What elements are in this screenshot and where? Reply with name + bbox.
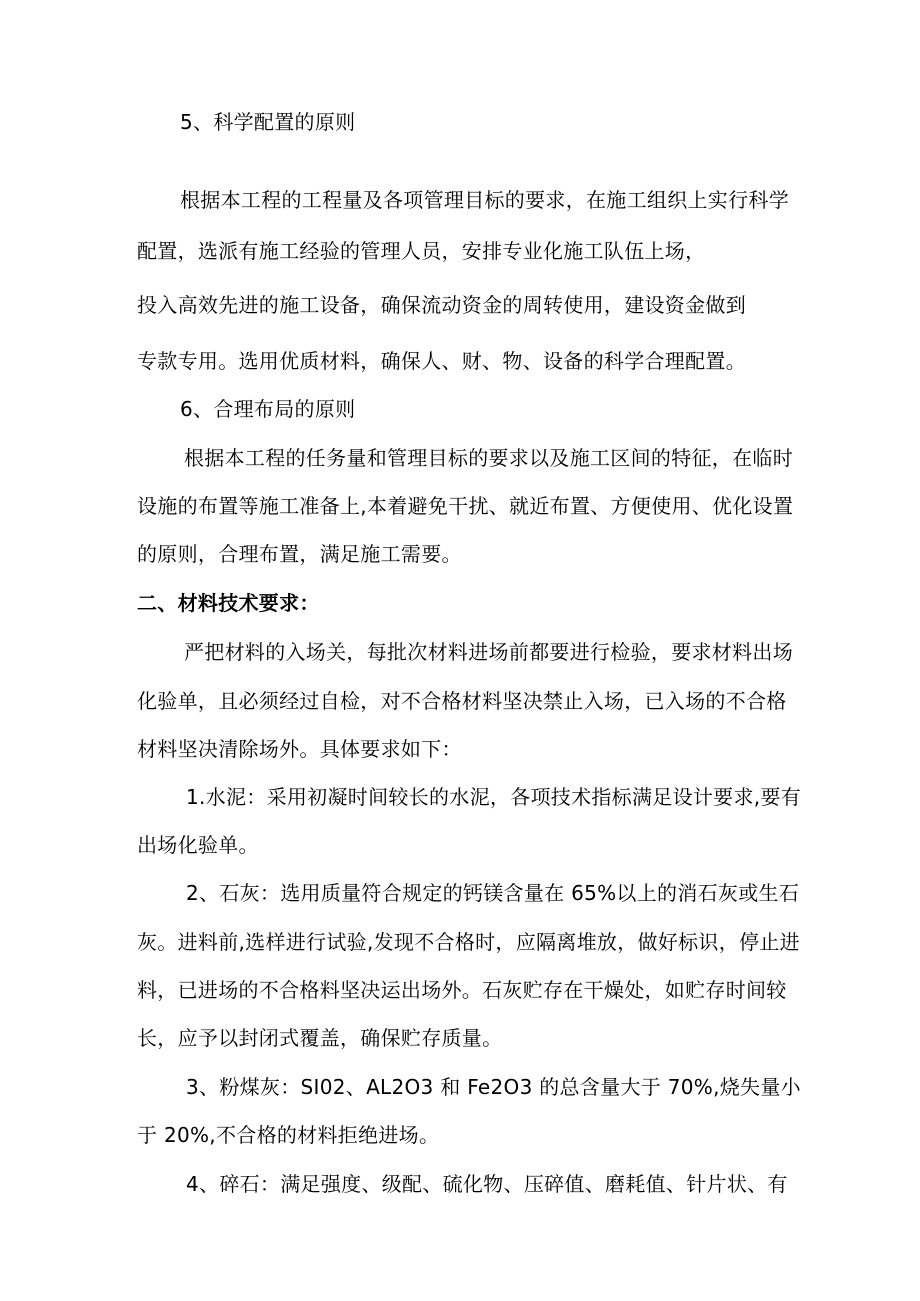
heading-5: 5、科学配置的原则: [180, 110, 356, 134]
paragraph-line: 投入高效先进的施工设备，确保流动资金的周转使用，建设资金做到: [137, 293, 746, 317]
paragraph-line: 灰。进料前,选样进行试验,发现不合格时，应隔离堆放，做好标识，停止进: [137, 930, 800, 954]
paragraph-line: 出场化验单。: [137, 833, 259, 857]
section-heading: 二、材料技术要求：: [137, 591, 320, 615]
paragraph-line: 根据本工程的任务量和管理目标的要求以及施工区间的特征，在临时: [184, 446, 793, 470]
list-item-lime: 2、石灰：选用质量符合规定的钙镁含量在 65%以上的消石灰或生石: [186, 881, 800, 905]
paragraph-line: 的原则，合理布置，满足施工需要。: [137, 542, 462, 566]
paragraph-line: 设施的布置等施工准备上,本着避免干扰、就近布置、方便使用、优化设置: [137, 494, 794, 518]
paragraph-line: 于 20%,不合格的材料拒绝进场。: [137, 1123, 440, 1147]
paragraph-line: 严把材料的入场关，每批次材料进场前都要进行检验，要求材料出场: [184, 640, 793, 664]
paragraph-line: 配置，选派有施工经验的管理人员，安排专业化施工队伍上场，: [137, 239, 706, 263]
paragraph-line: 料，已进场的不合格料坚决运出场外。石灰贮存在干燥处，如贮存时间较: [137, 978, 787, 1002]
paragraph-line: 长，应予以封闭式覆盖，确保贮存质量。: [137, 1026, 503, 1050]
paragraph-line: 根据本工程的工程量及各项管理目标的要求，在施工组织上实行科学: [180, 188, 789, 212]
paragraph-line: 专款专用。选用优质材料，确保人、财、物、设备的科学合理配置。: [137, 349, 746, 373]
list-item-cement: 1.水泥：采用初凝时间较长的水泥，各项技术指标满足设计要求,要有: [186, 785, 802, 809]
heading-6: 6、合理布局的原则: [180, 397, 356, 421]
paragraph-line: 材料坚决清除场外。具体要求如下：: [137, 737, 462, 761]
list-item-gravel: 4、碎石：满足强度、级配、硫化物、压碎值、磨耗值、针片状、有: [186, 1172, 788, 1196]
list-item-fly-ash: 3、粉煤灰：SI02、AL2O3 和 Fe2O3 的总含量大于 70%,烧失量小: [186, 1075, 801, 1099]
paragraph-line: 化验单，且必须经过自检，对不合格材料坚决禁止入场，已入场的不合格: [137, 689, 787, 713]
